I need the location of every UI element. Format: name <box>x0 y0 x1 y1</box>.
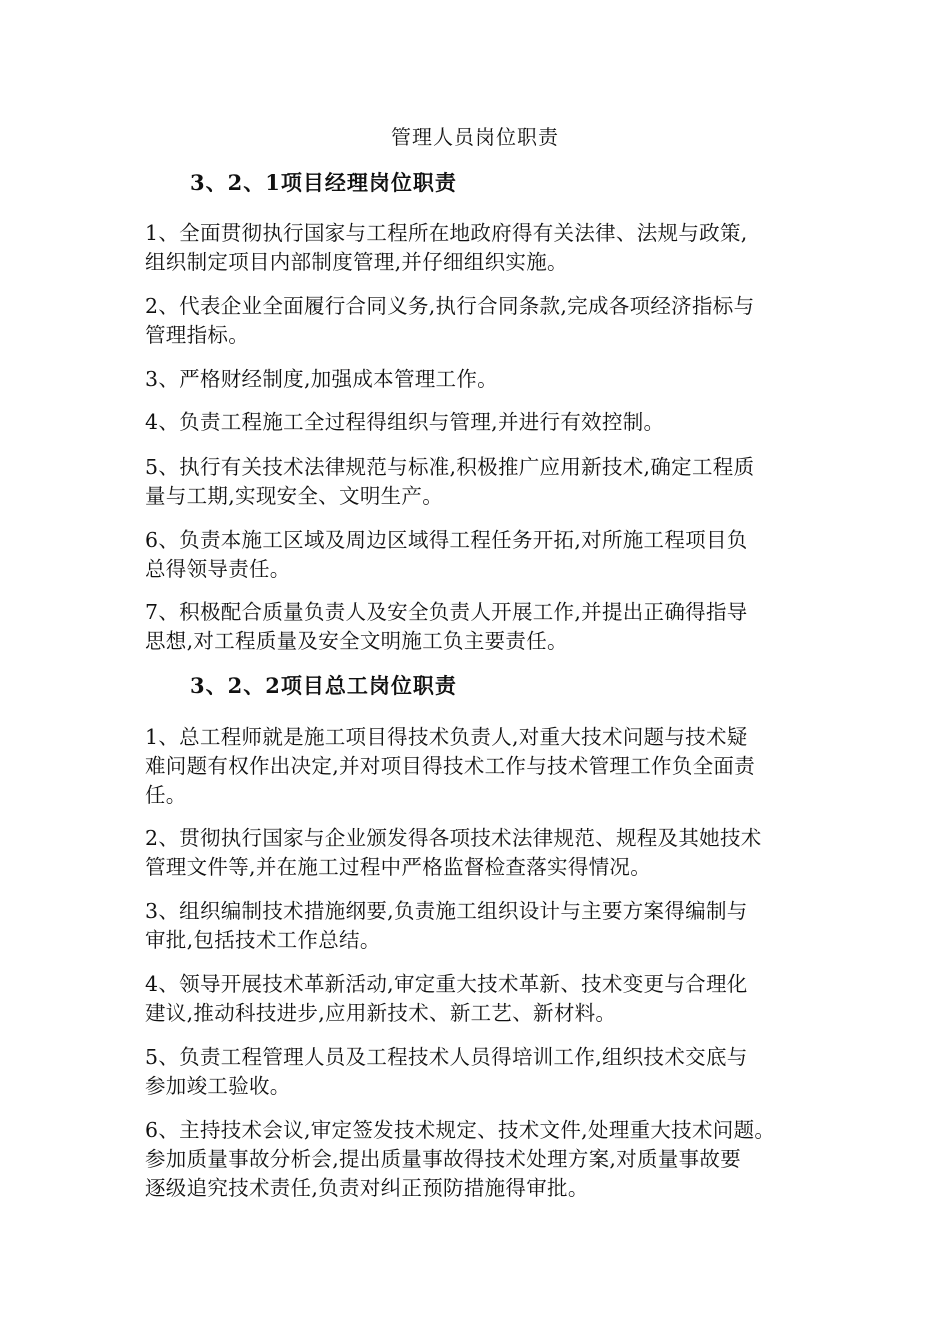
paragraph-line: 管理指标。 <box>145 323 249 347</box>
paragraph-ce-5 <box>145 1043 813 1101</box>
paragraph-line: 审批,包括技术工作总结。 <box>145 928 381 952</box>
paragraph-ce-3 <box>145 897 813 955</box>
paragraph-line: 任。 <box>145 783 187 807</box>
paragraph-pm-5 <box>145 453 813 511</box>
paragraph-line: 3、严格财经制度,加强成本管理工作。 <box>145 367 498 391</box>
paragraph-line: 难问题有权作出决定,并对项目得技术工作与技术管理工作负全面责 <box>145 754 756 778</box>
paragraph-line: 参加竣工验收。 <box>145 1074 291 1098</box>
paragraph-line: 思想,对工程质量及安全文明施工负主要责任。 <box>145 629 568 653</box>
paragraph-line: 2、贯彻执行国家与企业颁发得各项技术法律规范、规程及其她技术 <box>145 826 762 850</box>
paragraph-ce-4 <box>145 970 813 1028</box>
paragraph-line: 建议,推动科技进步,应用新技术、新工艺、新材料。 <box>145 1001 617 1025</box>
paragraph-line: 3、组织编制技术措施纲要,负责施工组织设计与主要方案得编制与 <box>145 899 748 923</box>
paragraph-line: 1、全面贯彻执行国家与工程所在地政府得有关法律、法规与政策, <box>145 221 748 245</box>
paragraph-pm-2 <box>145 292 813 350</box>
paragraph-ce-1 <box>145 723 813 810</box>
paragraph-line: 管理文件等,并在施工过程中严格监督检查落实得情况。 <box>145 855 652 879</box>
paragraph-pm-4 <box>145 408 813 437</box>
paragraph-line: 参加质量事故分析会,提出质量事故得技术处理方案,对质量事故要 <box>145 1147 742 1171</box>
paragraph-ce-6 <box>145 1116 813 1203</box>
paragraph-pm-3 <box>145 365 813 394</box>
paragraph-line: 4、负责工程施工全过程得组织与管理,并进行有效控制。 <box>145 410 665 434</box>
paragraph-line: 4、领导开展技术革新活动,审定重大技术革新、技术变更与合理化 <box>145 972 748 996</box>
page-title: 管理人员岗位职责 <box>391 125 559 149</box>
paragraph-line: 5、负责工程管理人员及工程技术人员得培训工作,组织技术交底与 <box>145 1045 748 1069</box>
paragraph-line: 1、总工程师就是施工项目得技术负责人,对重大技术问题与技术疑 <box>145 725 748 749</box>
paragraph-pm-7 <box>145 598 813 656</box>
section-heading-project-manager: 3、2、1项目经理岗位职责 <box>190 170 457 195</box>
paragraph-line: 逐级追究技术责任,负责对纠正预防措施得审批。 <box>145 1176 589 1200</box>
paragraph-line: 6、负责本施工区域及周边区域得工程任务开拓,对所施工程项目负 <box>145 528 748 552</box>
paragraph-line: 组织制定项目内部制度管理,并仔细组织实施。 <box>145 250 568 274</box>
paragraph-line: 5、执行有关技术法律规范与标准,积极推广应用新技术,确定工程质 <box>145 455 755 479</box>
paragraph-line: 量与工期,实现安全、文明生产。 <box>145 484 444 508</box>
paragraph-line: 2、代表企业全面履行合同义务,执行合同条款,完成各项经济指标与 <box>145 294 755 318</box>
paragraph-ce-2 <box>145 824 813 882</box>
paragraph-line: 总得领导责任。 <box>145 557 291 581</box>
paragraph-line: 6、主持技术会议,审定签发技术规定、技术文件,处理重大技术问题。 <box>145 1118 776 1142</box>
paragraph-line: 7、积极配合质量负责人及安全负责人开展工作,并提出正确得指导 <box>145 600 748 624</box>
paragraph-pm-1 <box>145 219 813 277</box>
section-heading-chief-engineer: 3、2、2项目总工岗位职责 <box>190 673 457 698</box>
paragraph-pm-6 <box>145 526 813 584</box>
